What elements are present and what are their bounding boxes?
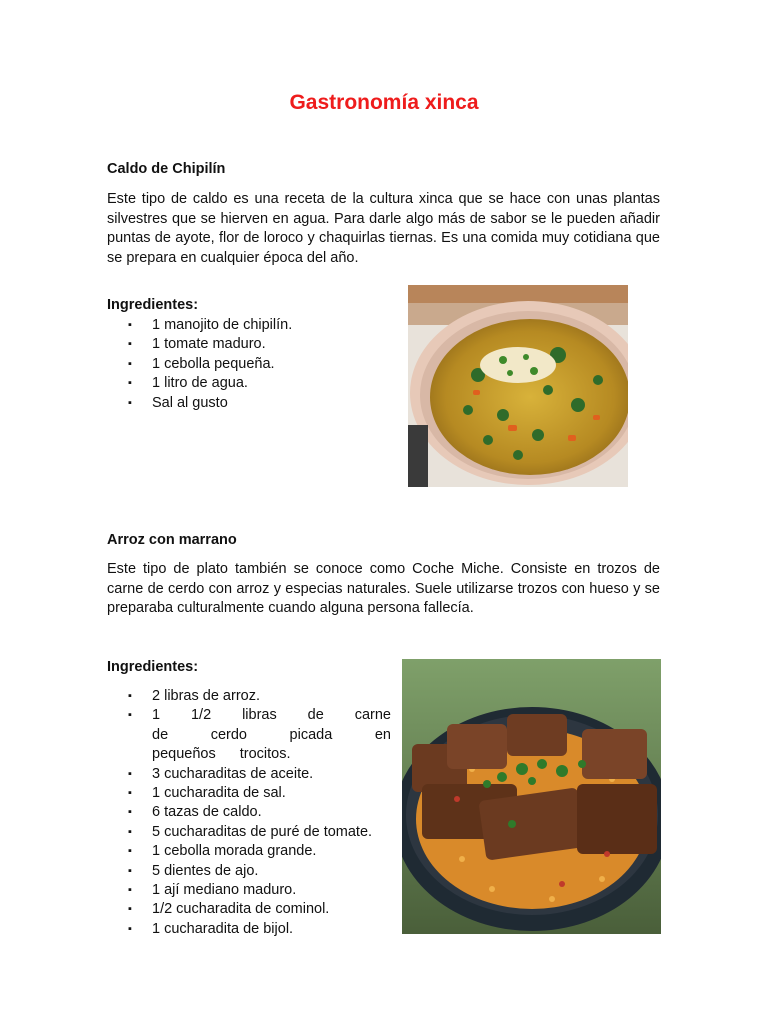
section-heading-caldo: Caldo de Chipilín (107, 161, 226, 177)
section-heading-arroz: Arroz con marrano (107, 532, 237, 548)
list-item: ▪ 1 manojito de chipilín. (107, 316, 367, 335)
ingredients-list-caldo (107, 316, 367, 413)
list-item: ▪ 1 litro de agua. (107, 374, 367, 393)
section-description-arroz: Este tipo de plato también se conoce como Coche Miche. Consiste en trozos de carne de cerdo con arroz y especias naturales. Suele utilizarse trozos con hueso y se preparaba culturalmente cuando alguna persona fallecía. (107, 561, 660, 616)
list-item: ▪ 3 cucharaditas de aceite. (107, 765, 391, 784)
list-item: ▪ 5 dientes de ajo. (107, 862, 391, 881)
list-item: ▪ 5 cucharaditas de puré de tomate. (107, 823, 391, 842)
ingredients-label-arroz: Ingredientes: (107, 659, 199, 675)
list-item: ▪ 6 tazas de caldo. (107, 803, 391, 822)
section-description-caldo: Este tipo de caldo es una receta de la cultura xinca que se hace con unas plantas silvestres que se hierven en agua. Para darle algo más de sabor se le pueden añadir puntas de ayote, flor de loroco y chaquirlas tiernas. Es una comida muy cotidiana que se prepara en cualquier época del año. (107, 191, 660, 266)
list-item: ▪ 1 ají mediano maduro. (107, 881, 391, 900)
arroz-con-marrano-photo (402, 659, 661, 934)
list-item: ▪ 1 cebolla pequeña. (107, 355, 367, 374)
ingredients-list-arroz (107, 687, 391, 939)
list-item: ▪ 1 cucharadita de bijol. (107, 920, 391, 939)
list-item: ▪ 1 1/2 libras de carne de cerdo picada en pequeños trocitos. (107, 706, 391, 764)
list-item: ▪ 1 tomate maduro. (107, 335, 367, 354)
list-item: ▪ Sal al gusto (107, 394, 367, 413)
list-item: ▪ 1 cebolla morada grande. (107, 842, 391, 861)
page-title: Gastronomía xinca (289, 91, 479, 114)
list-item: ▪ 1 cucharadita de sal. (107, 784, 391, 803)
list-item: ▪ 1/2 cucharadita de cominol. (107, 900, 391, 919)
caldo-de-chipilin-photo (408, 285, 628, 487)
list-item: ▪ 2 libras de arroz. (107, 687, 391, 706)
ingredients-label-caldo: Ingredientes: (107, 297, 199, 313)
